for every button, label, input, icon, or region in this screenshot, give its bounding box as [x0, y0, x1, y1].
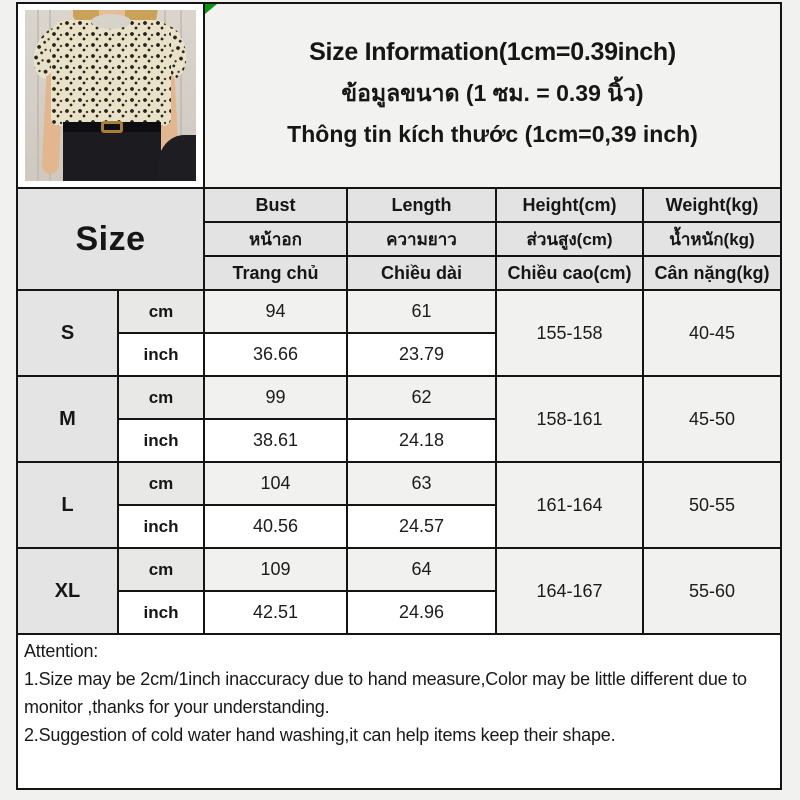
- bust-inch-s: 36.66: [205, 334, 346, 375]
- attention-notes: [18, 635, 780, 788]
- header-weight-th: น้ำหนัก(kg): [644, 223, 780, 255]
- product-photo-illustration: [25, 10, 196, 181]
- height-l: 161-164: [497, 463, 642, 547]
- header-weight-en: Weight(kg): [644, 189, 780, 221]
- title-vietnamese: Thông tin kích thước (1cm=0,39 inch): [287, 120, 698, 147]
- unit-inch: inch: [119, 592, 203, 633]
- belt-buckle: [101, 121, 123, 133]
- header-length-th: ความยาว: [348, 223, 495, 255]
- size-table-body: [18, 291, 780, 633]
- title-english: Size Information(1cm=0.39inch): [309, 37, 676, 66]
- weight-xl: 55-60: [644, 549, 780, 633]
- size-label-xl: XL: [18, 549, 117, 633]
- bust-cm-m: 99: [205, 377, 346, 418]
- unit-inch: inch: [119, 420, 203, 461]
- size-label-s: S: [18, 291, 117, 375]
- bust-inch-l: 40.56: [205, 506, 346, 547]
- length-inch-s: 23.79: [348, 334, 495, 375]
- length-cm-m: 62: [348, 377, 495, 418]
- unit-inch: inch: [119, 334, 203, 375]
- bust-cm-s: 94: [205, 291, 346, 332]
- height-s: 155-158: [497, 291, 642, 375]
- size-corner-label: Size: [18, 189, 203, 289]
- leopard-print-blouse: [51, 20, 171, 126]
- length-inch-m: 24.18: [348, 420, 495, 461]
- attention-line-2: 2.Suggestion of cold water hand washing,it can help items keep their shape.: [24, 724, 616, 745]
- weight-l: 50-55: [644, 463, 780, 547]
- unit-cm: cm: [119, 549, 203, 590]
- size-info-title-block: [205, 4, 780, 187]
- height-m: 158-161: [497, 377, 642, 461]
- blouse-neckline: [91, 14, 131, 29]
- table-header: [18, 189, 780, 289]
- weight-s: 40-45: [644, 291, 780, 375]
- unit-cm: cm: [119, 291, 203, 332]
- header-length-vi: Chiều dài: [348, 257, 495, 289]
- unit-cm: cm: [119, 377, 203, 418]
- header-height-th: ส่วนสูง(cm): [497, 223, 642, 255]
- bust-cm-xl: 109: [205, 549, 346, 590]
- weight-m: 45-50: [644, 377, 780, 461]
- size-chart-sheet: [16, 2, 782, 790]
- product-photo: [18, 4, 203, 187]
- top-section: [18, 4, 780, 187]
- unit-cm: cm: [119, 463, 203, 504]
- header-bust-th: หน้าอก: [205, 223, 346, 255]
- header-height-en: Height(cm): [497, 189, 642, 221]
- length-cm-l: 63: [348, 463, 495, 504]
- bust-inch-m: 38.61: [205, 420, 346, 461]
- header-weight-vi: Cân nặng(kg): [644, 257, 780, 289]
- size-label-l: L: [18, 463, 117, 547]
- header-height-vi: Chiều cao(cm): [497, 257, 642, 289]
- height-xl: 164-167: [497, 549, 642, 633]
- header-bust-vi: Trang chủ: [205, 257, 346, 289]
- length-inch-xl: 24.96: [348, 592, 495, 633]
- length-cm-s: 61: [348, 291, 495, 332]
- title-thai: ข้อมูลขนาด (1 ซม. = 0.39 นิ้ว): [341, 79, 644, 106]
- header-bust-en: Bust: [205, 189, 346, 221]
- length-inch-l: 24.57: [348, 506, 495, 547]
- attention-heading: Attention:: [24, 641, 99, 661]
- unit-inch: inch: [119, 506, 203, 547]
- length-cm-xl: 64: [348, 549, 495, 590]
- header-length-en: Length: [348, 189, 495, 221]
- bust-inch-xl: 42.51: [205, 592, 346, 633]
- wall-panel-line: [37, 10, 39, 181]
- size-label-m: M: [18, 377, 117, 461]
- attention-line-1: 1.Size may be 2cm/1inch inaccuracy due to hand measure,Color may be little different due to monitor ,thanks for your understanding.: [24, 668, 747, 717]
- bust-cm-l: 104: [205, 463, 346, 504]
